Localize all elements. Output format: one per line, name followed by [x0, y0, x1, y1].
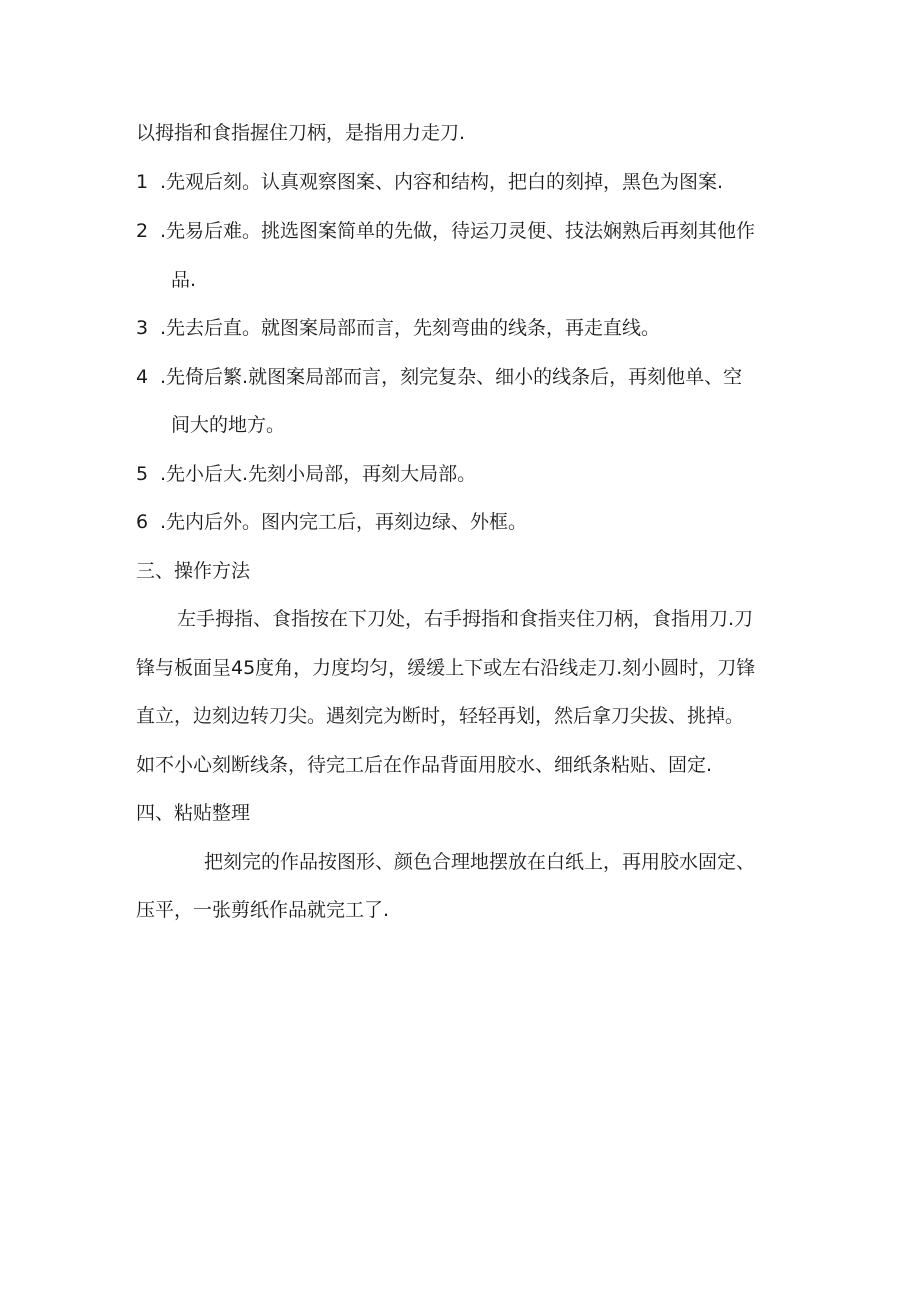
list-text: .先内后外。图内完工后，再刻边绿、外框。 [160, 511, 528, 533]
list-text: .先易后难。挑选图案简单的先做，待运刀灵便、技法娴熟后再刻其他作 [160, 220, 756, 242]
section-heading-4: 四、粘贴整理 [136, 802, 251, 824]
list-number: 3 [136, 317, 149, 339]
paragraph-line: 锋与板面呈45度角，力度均匀，缓缓上下或左右沿线走刀.刻小圆时，刀锋 [136, 657, 756, 679]
paragraph-line: 压平，一张剪纸作品就完工了. [136, 899, 390, 921]
list-item-5 [136, 461, 476, 487]
list-text: .先倚后繁.就图案局部而言，刻完复杂、细小的线条后，再刻他单、空 [160, 366, 743, 388]
list-text: .先小后大.先刻小局部，再刻大局部。 [160, 463, 477, 485]
list-item-6 [136, 509, 527, 535]
list-item-2 [136, 218, 755, 244]
list-item-3 [136, 315, 660, 341]
list-number: 6 [136, 511, 149, 533]
list-number: 5 [136, 463, 149, 485]
list-number: 4 [136, 366, 149, 388]
paragraph-line: 把刻完的作品按图形、颜色合理地摆放在白纸上，再用胶水固定、 [204, 851, 756, 873]
list-item-4-continuation: 间大的地方。 [171, 414, 286, 436]
paragraph-line: 左手拇指、食指按在下刀处，右手拇指和食指夹住刀柄，食指用刀.刀 [177, 608, 754, 630]
section-heading-3: 三、操作方法 [136, 560, 251, 582]
paragraph-line: 如不小心刻断线条，待完工后在作品背面用胶水、细纸条粘贴、固定. [136, 754, 713, 776]
paragraph-line: 直立，边刻边转刀尖。遇刻完为断时，轻轻再划，然后拿刀尖拔、挑掉。 [136, 705, 745, 727]
list-item-2-continuation: 品. [171, 269, 197, 291]
list-text: .先去后直。就图案局部而言，先刻弯曲的线条，再走直线。 [160, 317, 661, 339]
intro-line: 以拇指和食指握住刀柄，是指用力走刀. [136, 122, 466, 144]
list-item-4 [136, 364, 742, 390]
list-number: 1 [136, 171, 149, 193]
list-text: .先观后刻。认真观察图案、内容和结构，把白的刻掉，黑色为图案. [160, 171, 724, 193]
list-number: 2 [136, 220, 149, 242]
list-item-1 [136, 169, 723, 195]
